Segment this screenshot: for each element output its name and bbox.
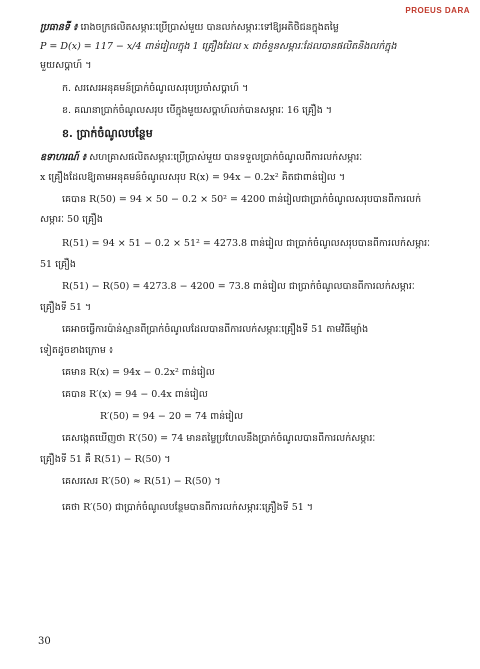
example2-line5: R(51) = 94 × 51 − 0.2 × 51² = 4273.8 ពាន់រៀល ជាប្រាក់ចំណូលសរុបបានពីការលក់សម្ភារៈ: [62, 238, 431, 249]
brand-header: PROEUS DARA: [405, 6, 470, 15]
example2-line8: គ្រឿងទី 51 ។: [40, 302, 92, 313]
example1-text1: រោងចក្រផលិតសម្ភារៈប្រើប្រាស់មួយ បានលក់សម្ភារៈទៅឱ្យអតិថិជនក្នុងតម្លៃ: [80, 22, 339, 33]
example2-label: ឧទាហរណ៍ ៖: [40, 152, 87, 163]
example2-line13: R′(50) = 94 − 20 = 74 ពាន់រៀល: [100, 411, 244, 422]
section-heading: ខ. ប្រាក់ចំណូលបន្ថែម: [62, 127, 153, 140]
example2-line7: R(51) − R(50) = 4273.8 − 4200 = 73.8 ពាន់រៀល ជាប្រាក់ចំណូលបានពីការលក់សម្ភារៈ: [62, 281, 415, 292]
page-number: 30: [38, 636, 51, 647]
example1-item-b: ខ. គណនាប្រាក់ចំណូលសរុប បើក្នុងមួយសប្តាហ៍លក់បានសម្ភារៈ 16 គ្រឿង ។: [62, 105, 333, 116]
example2-line9: គេអាចធ្វើការប៉ាន់ស្មានពីប្រាក់ចំណូលដែលបានពីការលក់សម្ភារៈគ្រឿងទី 51 តាមវិធីម្យ៉ាង: [62, 324, 369, 335]
example2-line10: ទៀតដូចខាងក្រោម ៖: [40, 345, 114, 356]
example2-line16: គេសរសេរ R′(50) ≈ R(51) − R(50) ។: [62, 476, 221, 487]
example2-text1: សហគ្រាសផលិតសម្ភារៈប្រើប្រាស់មួយ បានទទួលប្រាក់ចំណូលពីការលក់សម្ភារៈ: [89, 152, 363, 163]
example2-line17: គេថា R′(50) ជាប្រាក់ចំណូលបន្ថែមបានពីការលក់សម្ភារៈគ្រឿងទី 51 ។: [62, 502, 314, 513]
example2-line3: គេបាន R(50) = 94 × 50 − 0.2 × 50² = 4200 ពាន់រៀលជាប្រាក់ចំណូលសរុបបានពីការលក់: [62, 194, 422, 205]
example2-line14: គេសង្កេតឃើញថា R′(50) = 74 មានតម្លៃប្រហែលនឹងប្រាក់ចំណូលបានពីការលក់សម្ភារៈ: [62, 433, 376, 444]
example1-line3: មួយសប្តាហ៍ ។: [40, 60, 92, 71]
example1-line1: [40, 21, 339, 35]
example1-item-a: ក. សរសេរអនុគមន៍ប្រាក់ចំណូលសរុបប្រចាំសប្តាហ៍ ។: [62, 83, 249, 94]
example2-line1: [40, 151, 362, 165]
example2-line11: គេមាន R(x) = 94x − 0.2x² ពាន់រៀល: [62, 367, 215, 378]
example2-line15: គ្រឿងទី 51 គឺ R(51) − R(50) ។: [40, 454, 171, 465]
example2-line6: 51 គ្រឿង: [40, 259, 76, 270]
example2-line4: សម្ភារៈ 50 គ្រឿង: [40, 214, 103, 225]
example1-label: ប្រធានទី ៖: [40, 22, 78, 33]
example1-line2: P = D(x) = 117 − x/4 ពាន់រៀលក្នុង 1 គ្រឿងដែល x ជាចំនួនសម្ភារៈដែលបានផលិតនិងលក់ក្នុង: [40, 41, 397, 52]
example2-line2: x គ្រឿងដែលឱ្យតាមអនុគមន៍ចំណូលសរុប R(x) = 94x − 0.2x² គិតជាពាន់រៀល ។: [40, 172, 346, 183]
example2-line12: គេបាន R′(x) = 94 − 0.4x ពាន់រៀល: [62, 389, 208, 400]
